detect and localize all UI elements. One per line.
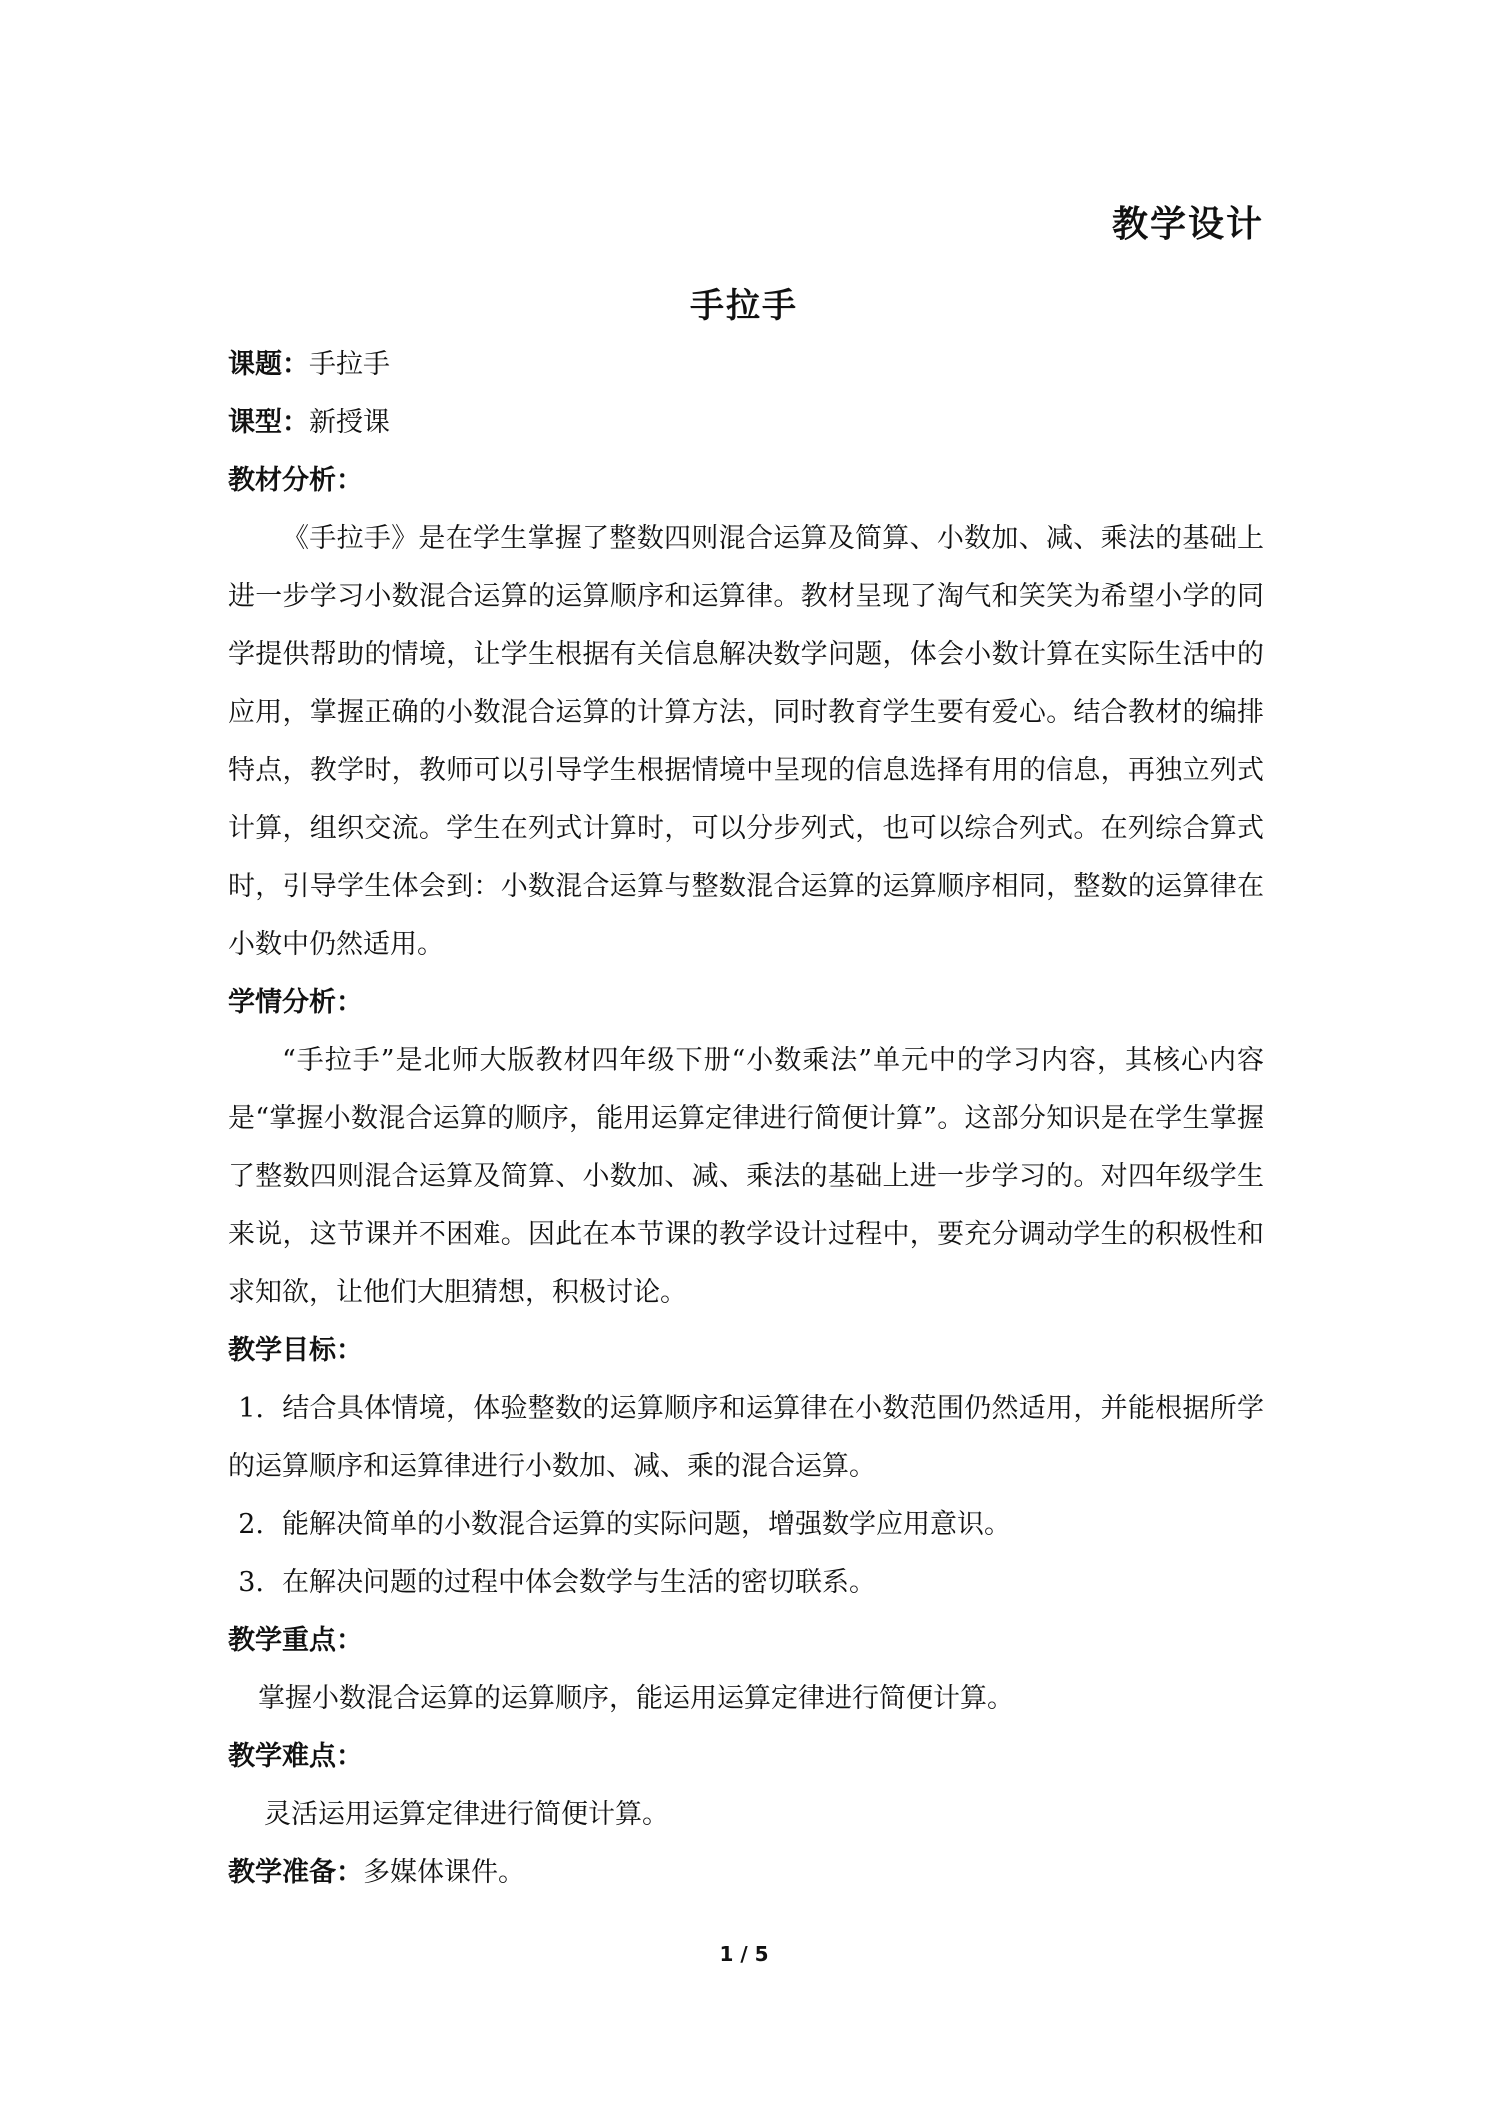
objective-text: 在解决问题的过程中体会数学与生活的密切联系。 [282,1567,876,1598]
topic-label: 课题： [228,349,309,380]
lesson-type-value: 新授课 [309,407,390,438]
topic-line [228,336,1264,394]
document-title: 手拉手 [690,286,798,326]
student-analysis-paragraph: “手拉手”是北师大版教材四年级下册“小数乘法”单元中的学习内容，其核心内容是“掌握小数混合运算的顺序，能用运算定律进行简便计算”。这部分知识是在学生掌握了整数四则混合运算及简算、小数加、减、乘法的基础上进一步学习的。对四年级学生来说，这节课并不困难。因此在本节课的教学设计过程中，要充分调动学生的积极性和求知欲，让他们大胆猜想，积极讨论。 [228,1045,1264,1308]
objective-item [228,1496,1264,1554]
topic-value: 手拉手 [309,349,390,380]
preparation-value: 多媒体课件。 [363,1857,525,1888]
textbook-analysis-heading: 教材分析： [228,465,363,496]
objective-number: 1. [238,1393,264,1424]
student-analysis-heading: 学情分析： [228,987,363,1018]
objective-number: 2. [238,1509,264,1540]
objectives-heading: 教学目标： [228,1335,363,1366]
page-number: 1 / 5 [719,1942,769,1966]
objective-text: 结合具体情境，体验整数的运算顺序和运算律在小数范围仍然适用，并能根据所学的运算顺序和运算律进行小数加、减、乘的混合运算。 [228,1393,1264,1482]
textbook-analysis-paragraph: 《手拉手》是在学生掌握了整数四则混合运算及简算、小数加、减、乘法的基础上进一步学习小数混合运算的运算顺序和运算律。教材呈现了淘气和笑笑为希望小学的同学提供帮助的情境，让学生根据有关信息解决数学问题，体会小数计算在实际生活中的应用，掌握正确的小数混合运算的计算方法，同时教育学生要有爱心。结合教材的编排特点，教学时，教师可以引导学生根据情境中呈现的信息选择有用的信息，再独立列式计算，组织交流。学生在列式计算时，可以分步列式，也可以综合列式。在列综合算式时，引导学生体会到：小数混合运算与整数混合运算的运算顺序相同，整数的运算律在小数中仍然适用。 [228,523,1264,960]
document-type-heading: 教学设计 [1111,204,1264,245]
objective-item [228,1554,1264,1612]
document-body [228,336,1264,1902]
key-points-heading: 教学重点： [228,1625,363,1656]
objective-number: 3. [238,1567,264,1598]
objective-text: 能解决简单的小数混合运算的实际问题，增强数学应用意识。 [282,1509,1011,1540]
difficulties-heading: 教学难点： [228,1741,363,1772]
lesson-type-line [228,394,1264,452]
objective-item [228,1380,1264,1496]
key-points-text: 掌握小数混合运算的运算顺序，能运用运算定律进行简便计算。 [258,1683,1014,1714]
preparation-line [228,1844,1264,1902]
lesson-type-label: 课型： [228,407,309,438]
difficulties-text: 灵活运用运算定律进行简便计算。 [264,1799,669,1830]
preparation-label: 教学准备： [228,1857,363,1888]
